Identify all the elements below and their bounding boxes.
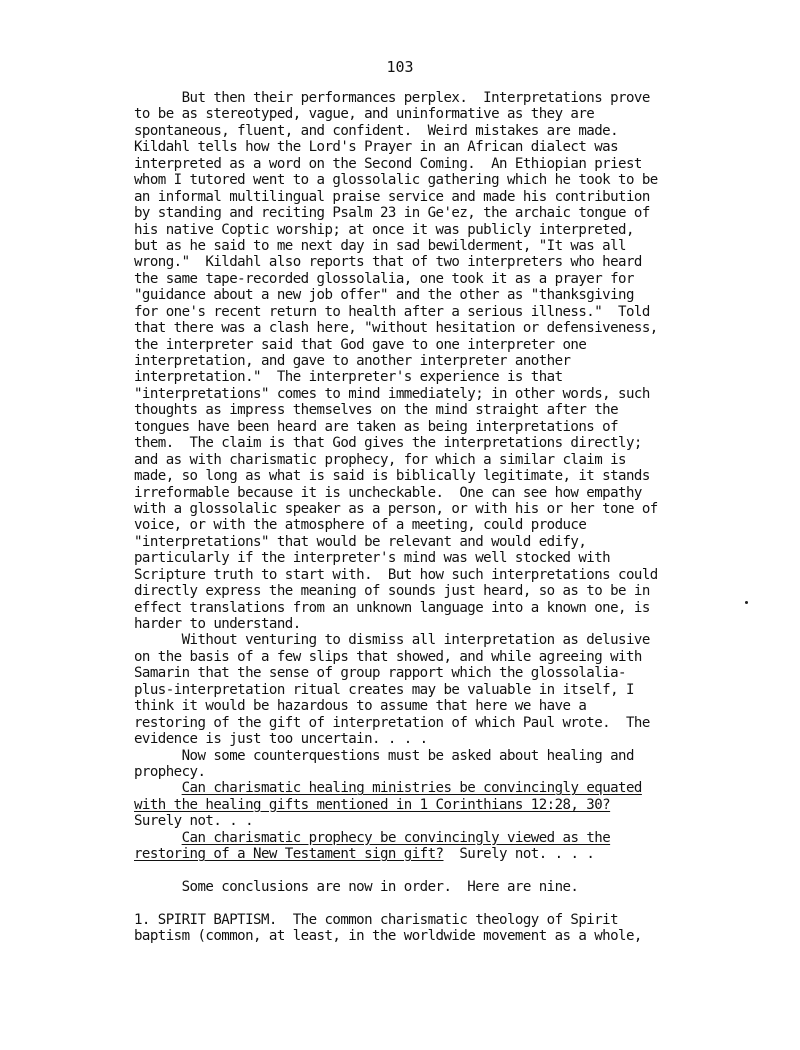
text-line xyxy=(134,797,734,813)
paragraph-counterquestions xyxy=(134,748,734,781)
text-line: "guidance about a new job offer" and the other as "thanksgiving xyxy=(134,287,634,304)
text-line: them. The claim is that God gives the interpretations directly; xyxy=(134,435,642,452)
text-line: the same tape-recorded glossolalia, one took it as a prayer for xyxy=(134,270,634,287)
question-healing xyxy=(134,780,734,829)
text-line: whom I tutored went to a glossolalic gathering which he took to be xyxy=(134,172,658,189)
text-line: Without venturing to dismiss all interpretation as delusive xyxy=(134,632,650,649)
body-text xyxy=(134,90,734,945)
text-line: wrong." Kildahl also reports that of two interpreters who heard xyxy=(134,254,642,271)
question-answer: Surely not. . . . xyxy=(443,846,595,863)
text-line: harder to understand. xyxy=(134,616,301,632)
text-line: interpretation." The interpreter's experience is that xyxy=(134,369,563,386)
text-line: effect translations from an unknown language into a known one, is xyxy=(134,599,650,616)
text-line: his native Coptic worship; at once it was publicly interpreted, xyxy=(134,221,634,238)
question-prophecy xyxy=(134,830,734,863)
text-line: to be as stereotyped, vague, and uninformative as they are xyxy=(134,106,595,123)
text-line: plus-interpretation ritual creates may be valuable in itself, I xyxy=(134,681,634,698)
paragraph-without-venturing xyxy=(134,632,734,747)
text-line: but as he said to me next day in sad bewilderment, "It was all xyxy=(134,237,626,254)
text-line: and as with charismatic prophecy, for which a similar claim is xyxy=(134,451,626,468)
underlined-question: Can charismatic prophecy be convincingly viewed as the xyxy=(181,829,611,846)
text-line: irreformable because it is uncheckable. One can see how empathy xyxy=(134,484,642,501)
question-indent xyxy=(134,830,182,846)
question-indent xyxy=(134,780,182,796)
text-line: with a glossolalic speaker as a person, or with his or her tone of xyxy=(134,500,658,517)
section-heading-line: 1. SPIRIT BAPTISM. The common charismatic theology of Spirit xyxy=(134,911,619,928)
text-line: But then their performances perplex. Interpretations prove xyxy=(134,90,650,106)
text-line: interpreted as a word on the Second Coming. An Ethiopian priest xyxy=(134,155,642,172)
text-line: thoughts as impress themselves on the mind straight after the xyxy=(134,402,619,419)
text-line: the interpreter said that God gave to one interpreter one xyxy=(134,336,587,353)
text-line: "interpretations" that would be relevant and would edify, xyxy=(134,533,587,550)
text-line: prophecy. xyxy=(134,763,206,780)
page-number: 103 xyxy=(386,58,414,76)
text-line: "interpretations" comes to mind immediately; in other words, such xyxy=(134,385,650,402)
text-line: evidence is just too uncertain. . . . xyxy=(134,731,428,748)
text-line: made, so long as what is said is biblically legitimate, it stands xyxy=(134,468,650,485)
text-line: Scripture truth to start with. But how such interpretations could xyxy=(134,566,658,583)
text-line: particularly if the interpreter's mind was well stocked with xyxy=(134,550,611,567)
text-line: Samarin that the sense of group rapport which the glossolalia- xyxy=(134,665,626,682)
text-line: on the basis of a few slips that showed, and while agreeing with xyxy=(134,648,642,665)
text-line: for one's recent return to health after a serious illness." Told xyxy=(134,303,650,320)
underlined-question: restoring of a New Testament sign gift? xyxy=(134,846,444,863)
blank-line xyxy=(134,895,734,911)
text-line: that there was a clash here, "without hesitation or defensiveness, xyxy=(134,320,658,337)
scan-speck xyxy=(745,601,748,604)
underlined-question: Can charismatic healing ministries be convincingly equated xyxy=(181,780,642,797)
text-line: directly express the meaning of sounds just heard, so as to be in xyxy=(134,583,650,600)
text-line: baptism (common, at least, in the worldwide movement as a whole, xyxy=(134,928,642,945)
conclusions-intro: Some conclusions are now in order. Here are nine. xyxy=(134,879,579,895)
text-line: spontaneous, fluent, and confident. Weird mistakes are made. xyxy=(134,122,619,139)
underlined-question: with the healing gifts mentioned in 1 Corinthians 12:28, 30? xyxy=(134,796,611,813)
text-line: restoring of the gift of interpretation of which Paul wrote. The xyxy=(134,714,650,731)
text-line: Kildahl tells how the Lord's Prayer in an African dialect was xyxy=(134,139,619,156)
text-line xyxy=(134,830,734,846)
text-line xyxy=(134,846,734,862)
text-line xyxy=(134,780,734,796)
text-line: Now some counterquestions must be asked about healing and xyxy=(134,747,634,764)
section-spirit-baptism xyxy=(134,912,734,945)
blank-line xyxy=(134,863,734,879)
paragraph-interpretations xyxy=(134,90,734,632)
text-line: by standing and reciting Psalm 23 in Ge'ez, the archaic tongue of xyxy=(134,205,650,222)
text-line: an informal multilingual praise service and made his contribution xyxy=(134,188,650,205)
text-line: tongues have been heard are taken as being interpretations of xyxy=(134,418,619,435)
text-line: interpretation, and gave to another interpreter another xyxy=(134,353,571,369)
text-line: voice, or with the atmosphere of a meeting, could produce xyxy=(134,517,587,534)
question-answer: Surely not. . . xyxy=(134,813,254,830)
text-line: think it would be hazardous to assume that here we have a xyxy=(134,698,587,715)
